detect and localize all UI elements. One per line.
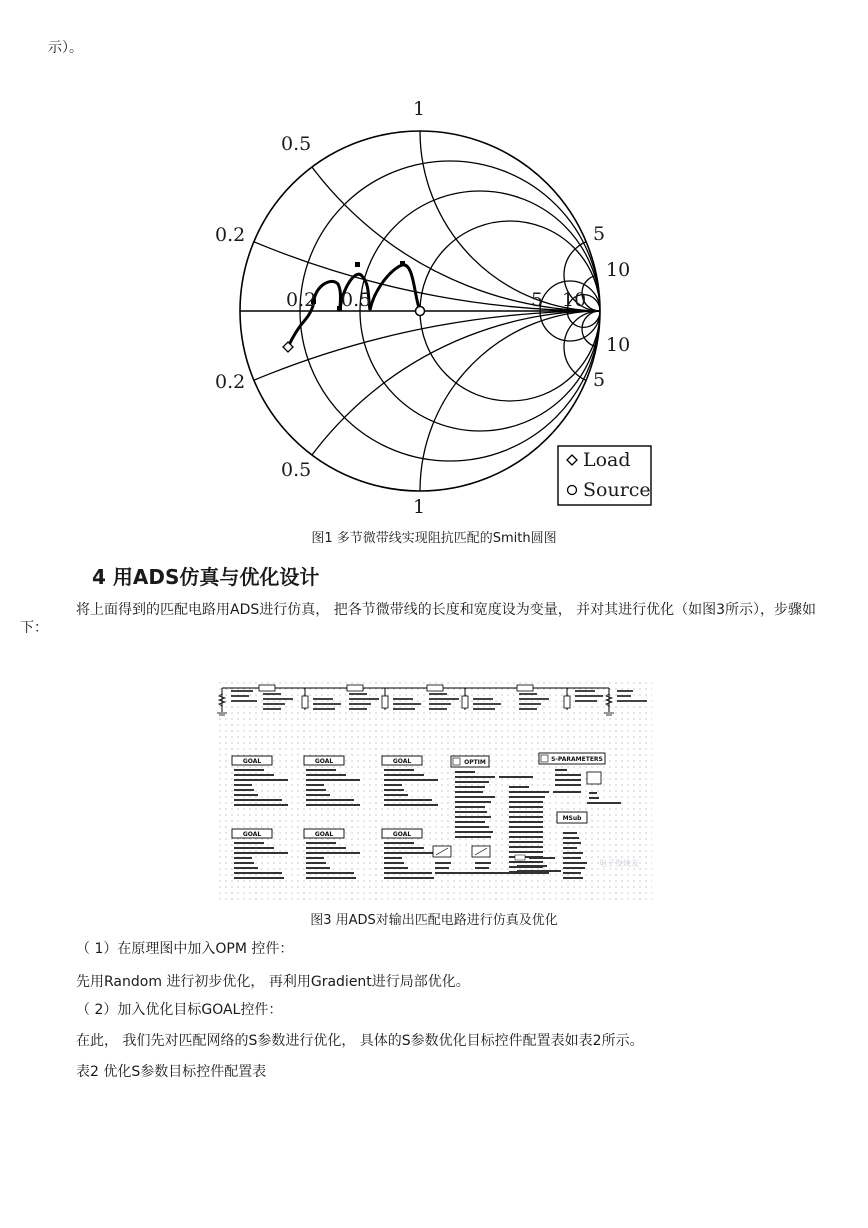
label-x5-lower: 5 xyxy=(593,369,606,391)
section-heading: 4 用ADS仿真与优化设计 xyxy=(92,565,320,589)
smith-chart-figure xyxy=(180,90,690,520)
ads-schematic-figure xyxy=(217,680,652,902)
label-x10-upper: 10 xyxy=(606,259,631,281)
circle-icon xyxy=(568,486,577,495)
watermark: 电子发烧友 xyxy=(599,859,639,868)
msub-label: MSub xyxy=(562,815,582,822)
label-x02-upper: 0.2 xyxy=(215,224,246,246)
label-x1-top: 1 xyxy=(413,98,426,120)
load-point-marker xyxy=(283,342,293,352)
legend-load-label: Load xyxy=(583,449,631,471)
goal-label-5: GOAL xyxy=(314,831,334,838)
optim-icon xyxy=(453,758,460,765)
paragraph-line1: 将上面得到的匹配电路用ADS进行仿真， 把各节微带线的长度和宽度设为变量， 并对其进行优化（如图3所示），步骤如 xyxy=(76,602,817,618)
label-r02-axis: 0.2 xyxy=(286,289,317,311)
ads-schematic xyxy=(217,680,652,902)
step2-body: 在此， 我们先对匹配网络的S参数进行优化， 具体的S参数优化目标控件配置表如表2所示。 xyxy=(76,1033,644,1049)
sparam-label: S-PARAMETERS xyxy=(551,756,603,763)
source-point-marker xyxy=(416,307,425,316)
label-x05-upper: 0.5 xyxy=(281,133,312,155)
step1-title: （ 1）在原理图中加入OPM 控件： xyxy=(76,941,294,957)
sparam-icon xyxy=(541,755,548,762)
step2-title: （ 2）加入优化目标GOAL控件： xyxy=(76,1002,283,1018)
label-x5-upper: 5 xyxy=(593,223,606,245)
label-r5-axis: 5 xyxy=(531,289,544,311)
goal-label-2: GOAL xyxy=(314,758,334,765)
text-fragment: 示）。 xyxy=(48,40,83,56)
paragraph-line2: 下： xyxy=(20,620,48,636)
goal-label-1: GOAL xyxy=(242,758,262,765)
label-x1-bottom: 1 xyxy=(413,496,426,518)
step1-body: 先用Random 进行初步优化， 再利用Gradient进行局部优化。 xyxy=(76,974,470,990)
optim-label: OPTIM xyxy=(464,759,486,766)
monitor-icon xyxy=(587,772,601,784)
legend-source-label: Source xyxy=(583,479,651,501)
goal-label-4: GOAL xyxy=(242,831,262,838)
label-r05-axis: 0.5 xyxy=(341,289,372,311)
label-x05-lower: 0.5 xyxy=(281,459,312,481)
figure1-caption: 图1 多节微带线实现阻抗匹配的Smith圆图 xyxy=(311,531,557,546)
goal-label-6: GOAL xyxy=(392,831,412,838)
label-r10-axis: 10 xyxy=(562,289,587,311)
figure3-caption: 图3 用ADS对输出匹配电路进行仿真及优化 xyxy=(310,913,558,928)
goal-label-3: GOAL xyxy=(392,758,412,765)
label-x10-lower: 10 xyxy=(606,334,631,356)
table2-title: 表2 优化S参数目标控件配置表 xyxy=(76,1064,267,1080)
section-paragraph xyxy=(20,601,820,637)
label-x02-lower: 0.2 xyxy=(215,371,246,393)
